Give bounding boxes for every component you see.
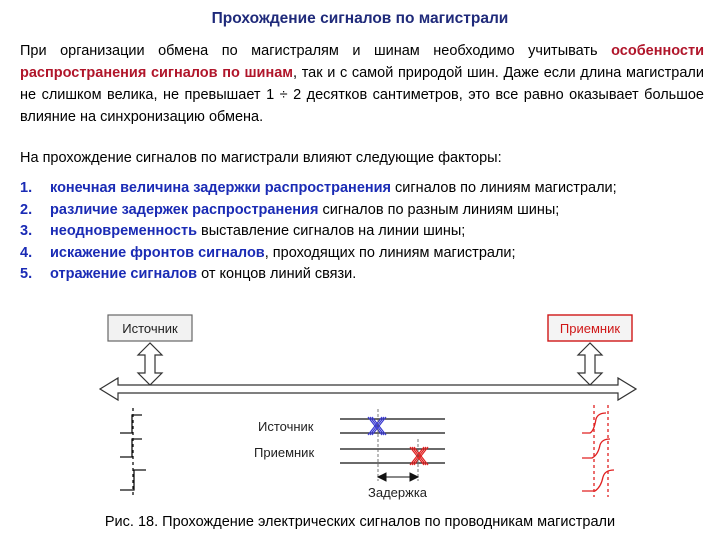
- factor-highlight: неодновременность: [50, 223, 198, 239]
- factor-item: [20, 178, 694, 200]
- bus-arrow: [100, 378, 636, 400]
- factor-text: сигналов по линиям магистрали;: [391, 180, 617, 196]
- receiver-transition-mark: [410, 447, 428, 465]
- source-double-arrow: [138, 343, 162, 385]
- factor-number: 1.: [20, 180, 33, 196]
- source-transition-mark: [368, 417, 386, 435]
- figure-caption: Рис. 18. Прохождение электрических сигналов по проводникам магистрали: [104, 514, 616, 530]
- legend-receiver-label: Приемник: [254, 445, 315, 460]
- factor-item: [20, 221, 694, 243]
- receiver-double-arrow: [578, 343, 602, 385]
- bus-signal-figure: [0, 305, 720, 510]
- factor-highlight: конечная величина задержки распространения: [50, 180, 392, 196]
- delay-arrow: [378, 473, 418, 481]
- factor-number: 5.: [20, 266, 33, 282]
- factors-intro: На прохождение сигналов по магистрали влияют следующие факторы:: [20, 150, 502, 166]
- source-box-label: Источник: [122, 321, 178, 336]
- factor-text: , проходящих по линиям магистрали;: [264, 244, 516, 261]
- receiver-box: [548, 315, 632, 341]
- page-title: Прохождение сигналов по магистрали: [211, 10, 509, 27]
- delay-label: Задержка: [368, 485, 428, 500]
- intro-highlight: особенности распространения сигналов по шинам: [20, 43, 704, 81]
- intro-paragraph: [20, 40, 704, 128]
- factor-number: 3.: [20, 223, 33, 239]
- factor-item: [20, 264, 694, 286]
- factor-number: 4.: [20, 244, 33, 261]
- factor-number: 2.: [20, 201, 33, 218]
- intro-text-2: , так и с самой природой шин. Даже если длина магистрали не слишком велика, не превышает 1 ÷ 2 десятков сантиметров, это все равно оказывает большое влияние на синхронизацию обмена.: [20, 65, 704, 125]
- timing-legend: [254, 409, 445, 500]
- factor-text: от концов линий связи.: [197, 266, 357, 282]
- factor-highlight: различие задержек распространения: [50, 201, 319, 218]
- factor-item: [20, 200, 694, 222]
- factors-list: [20, 178, 694, 286]
- factor-highlight: отражение сигналов: [50, 266, 198, 282]
- factor-text: сигналов по разным линиям шины;: [318, 201, 560, 218]
- factor-text: выставление сигналов на линии шины;: [197, 223, 466, 239]
- factor-highlight: искажение фронтов сигналов: [50, 244, 265, 261]
- source-signal-waveforms: [120, 408, 146, 495]
- legend-source-label: Источник: [258, 419, 314, 434]
- receiver-signal-waveforms: [582, 405, 614, 497]
- source-box: [108, 315, 192, 341]
- intro-text-1: При организации обмена по магистралям и шинам необходимо учитывать: [20, 43, 598, 59]
- factor-item: [20, 243, 694, 265]
- receiver-box-label: Приемник: [559, 321, 621, 336]
